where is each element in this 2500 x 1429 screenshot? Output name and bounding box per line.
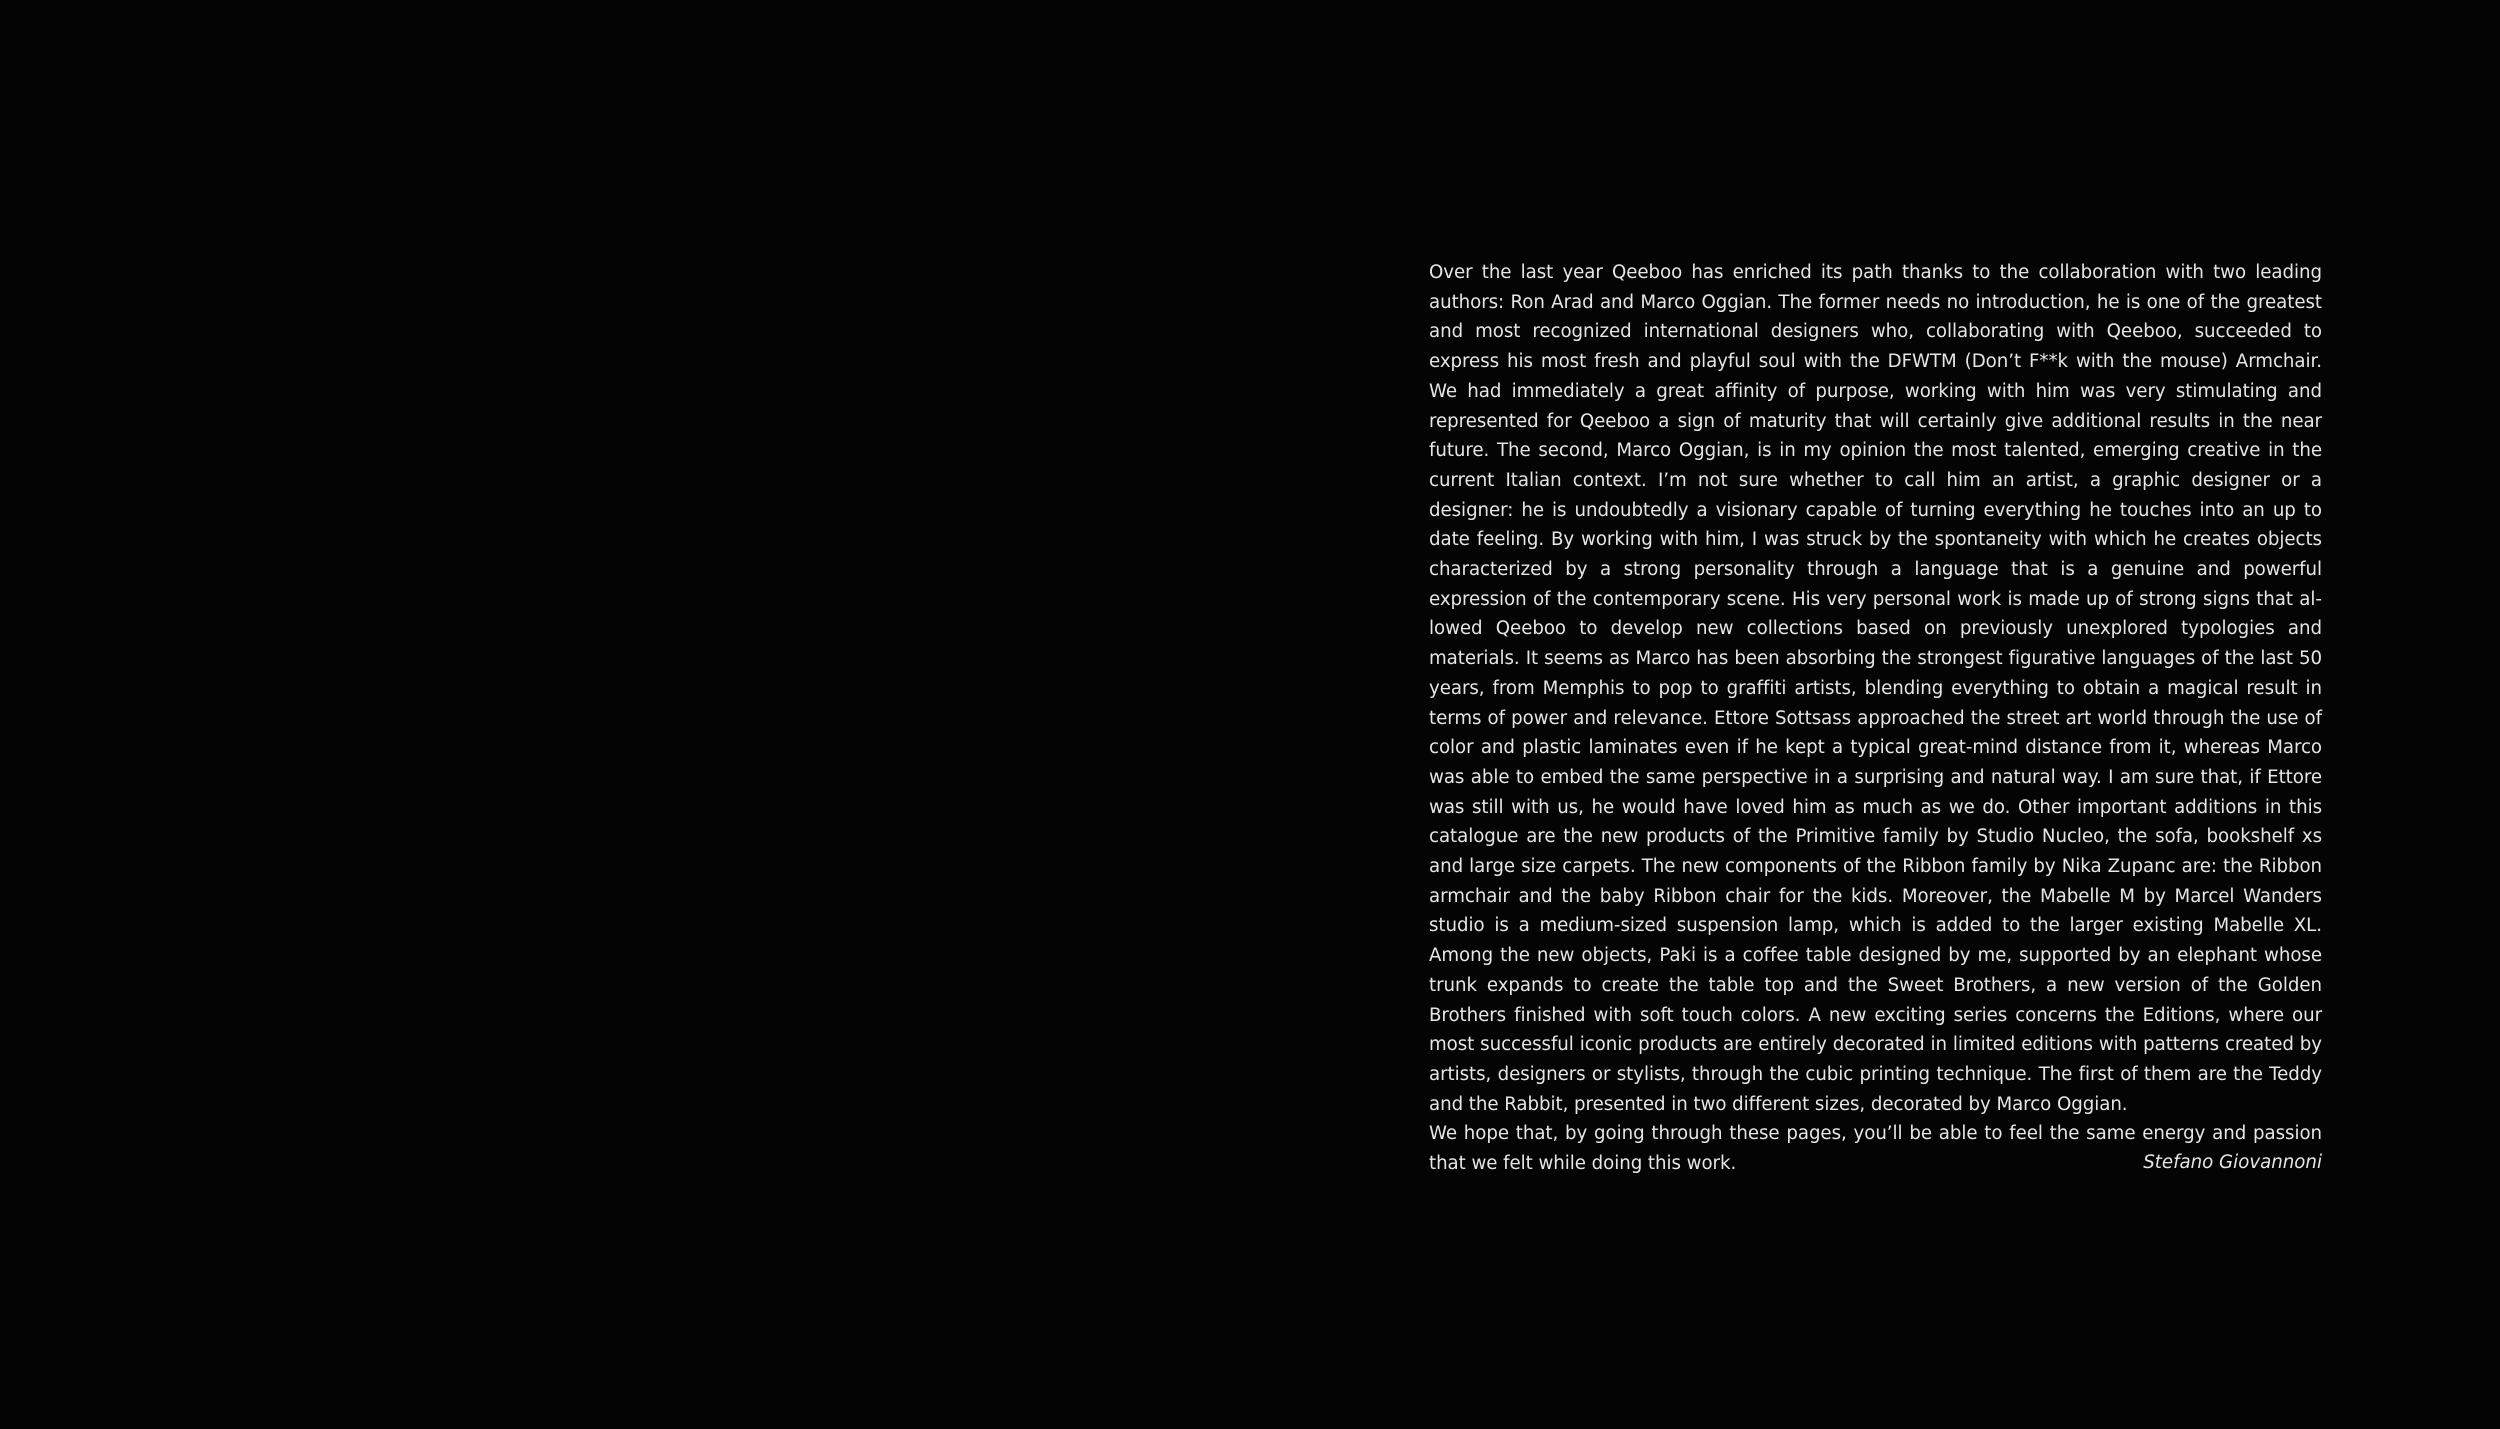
intro-text-column (1429, 258, 2322, 1179)
author-signature: Stefano Giovannoni (2143, 1152, 2322, 1173)
intro-paragraph-1: Over the last year Qeeboo has enriched its path thanks to the collaboration with two leading authors: Ron Arad and Marco Oggian. The former needs no introduction, he is one of the greatest and most recognized international designers who, collaborating with Qeeboo, succeeded to express his most fresh and playful soul with the DFWTM (Don’t F**k with the mouse) Armchair. We had immediately a great affinity of purpose, working with him was very stimulating and represented for Qeeboo a sign of maturity that will certainly give additional results in the near future. The second, Marco Oggian, is in my opinion the most talented, emerging creative in the current Italian context. I’m not sure whether to call him an artist, a graphic designer or a designer: he is undoubtedly a visionary capable of turning everything he touches into an up to date feeling. By working with him, I was struck by the spontaneity with which he creates objects characterized by a strong personality through a language that is a genuine and powerful expression of the contemporary scene. His very personal work is made up of strong signs that allowed Qeeboo to develop new collections based on previously unexplored typologies and materials. It seems as Marco has been absorbing the strongest figurative languages of the last 50 years, from Memphis to pop to graffiti artists, blending everything to obtain a magical result in terms of power and relevance. Ettore Sottsass approached the street art world through the use of color and plastic laminates even if he kept a typical great-mind distance from it, whereas Marco was able to embed the same perspective in a surprising and natural way. I am sure that, if Ettore was still with us, he would have loved him as much as we do. Other important additions in this catalogue are the new products of the Primitive family by Studio Nucleo, the sofa, bookshelf xs and large size carpets. The new components of the Ribbon family by Nika Zupanc are: the Ribbon armchair and the baby Ribbon chair for the kids. Moreover, the Mabelle M by Marcel Wanders studio is a medium-sized suspension lamp, which is added to the larger existing Mabelle XL. Among the new objects, Paki is a coffee table designed by me, supported by an elephant whose trunk expands to create the table top and the Sweet Brothers, a new version of the Golden Brothers finished with soft touch colors. A new exciting series concerns the Editions, where our most successful iconic products are entirely decorated in limited editions with patterns created by artists, designers or stylists, through the cubic printing technique. The first of them are the Teddy and the Rabbit, presented in two different sizes, decorated by Marco Oggian. (1429, 262, 2322, 1115)
intro-paragraph-2: We hope that, by going through these pages, you’ll be able to feel the same energy and passion that we felt while doing this work. (1429, 1123, 2322, 1175)
